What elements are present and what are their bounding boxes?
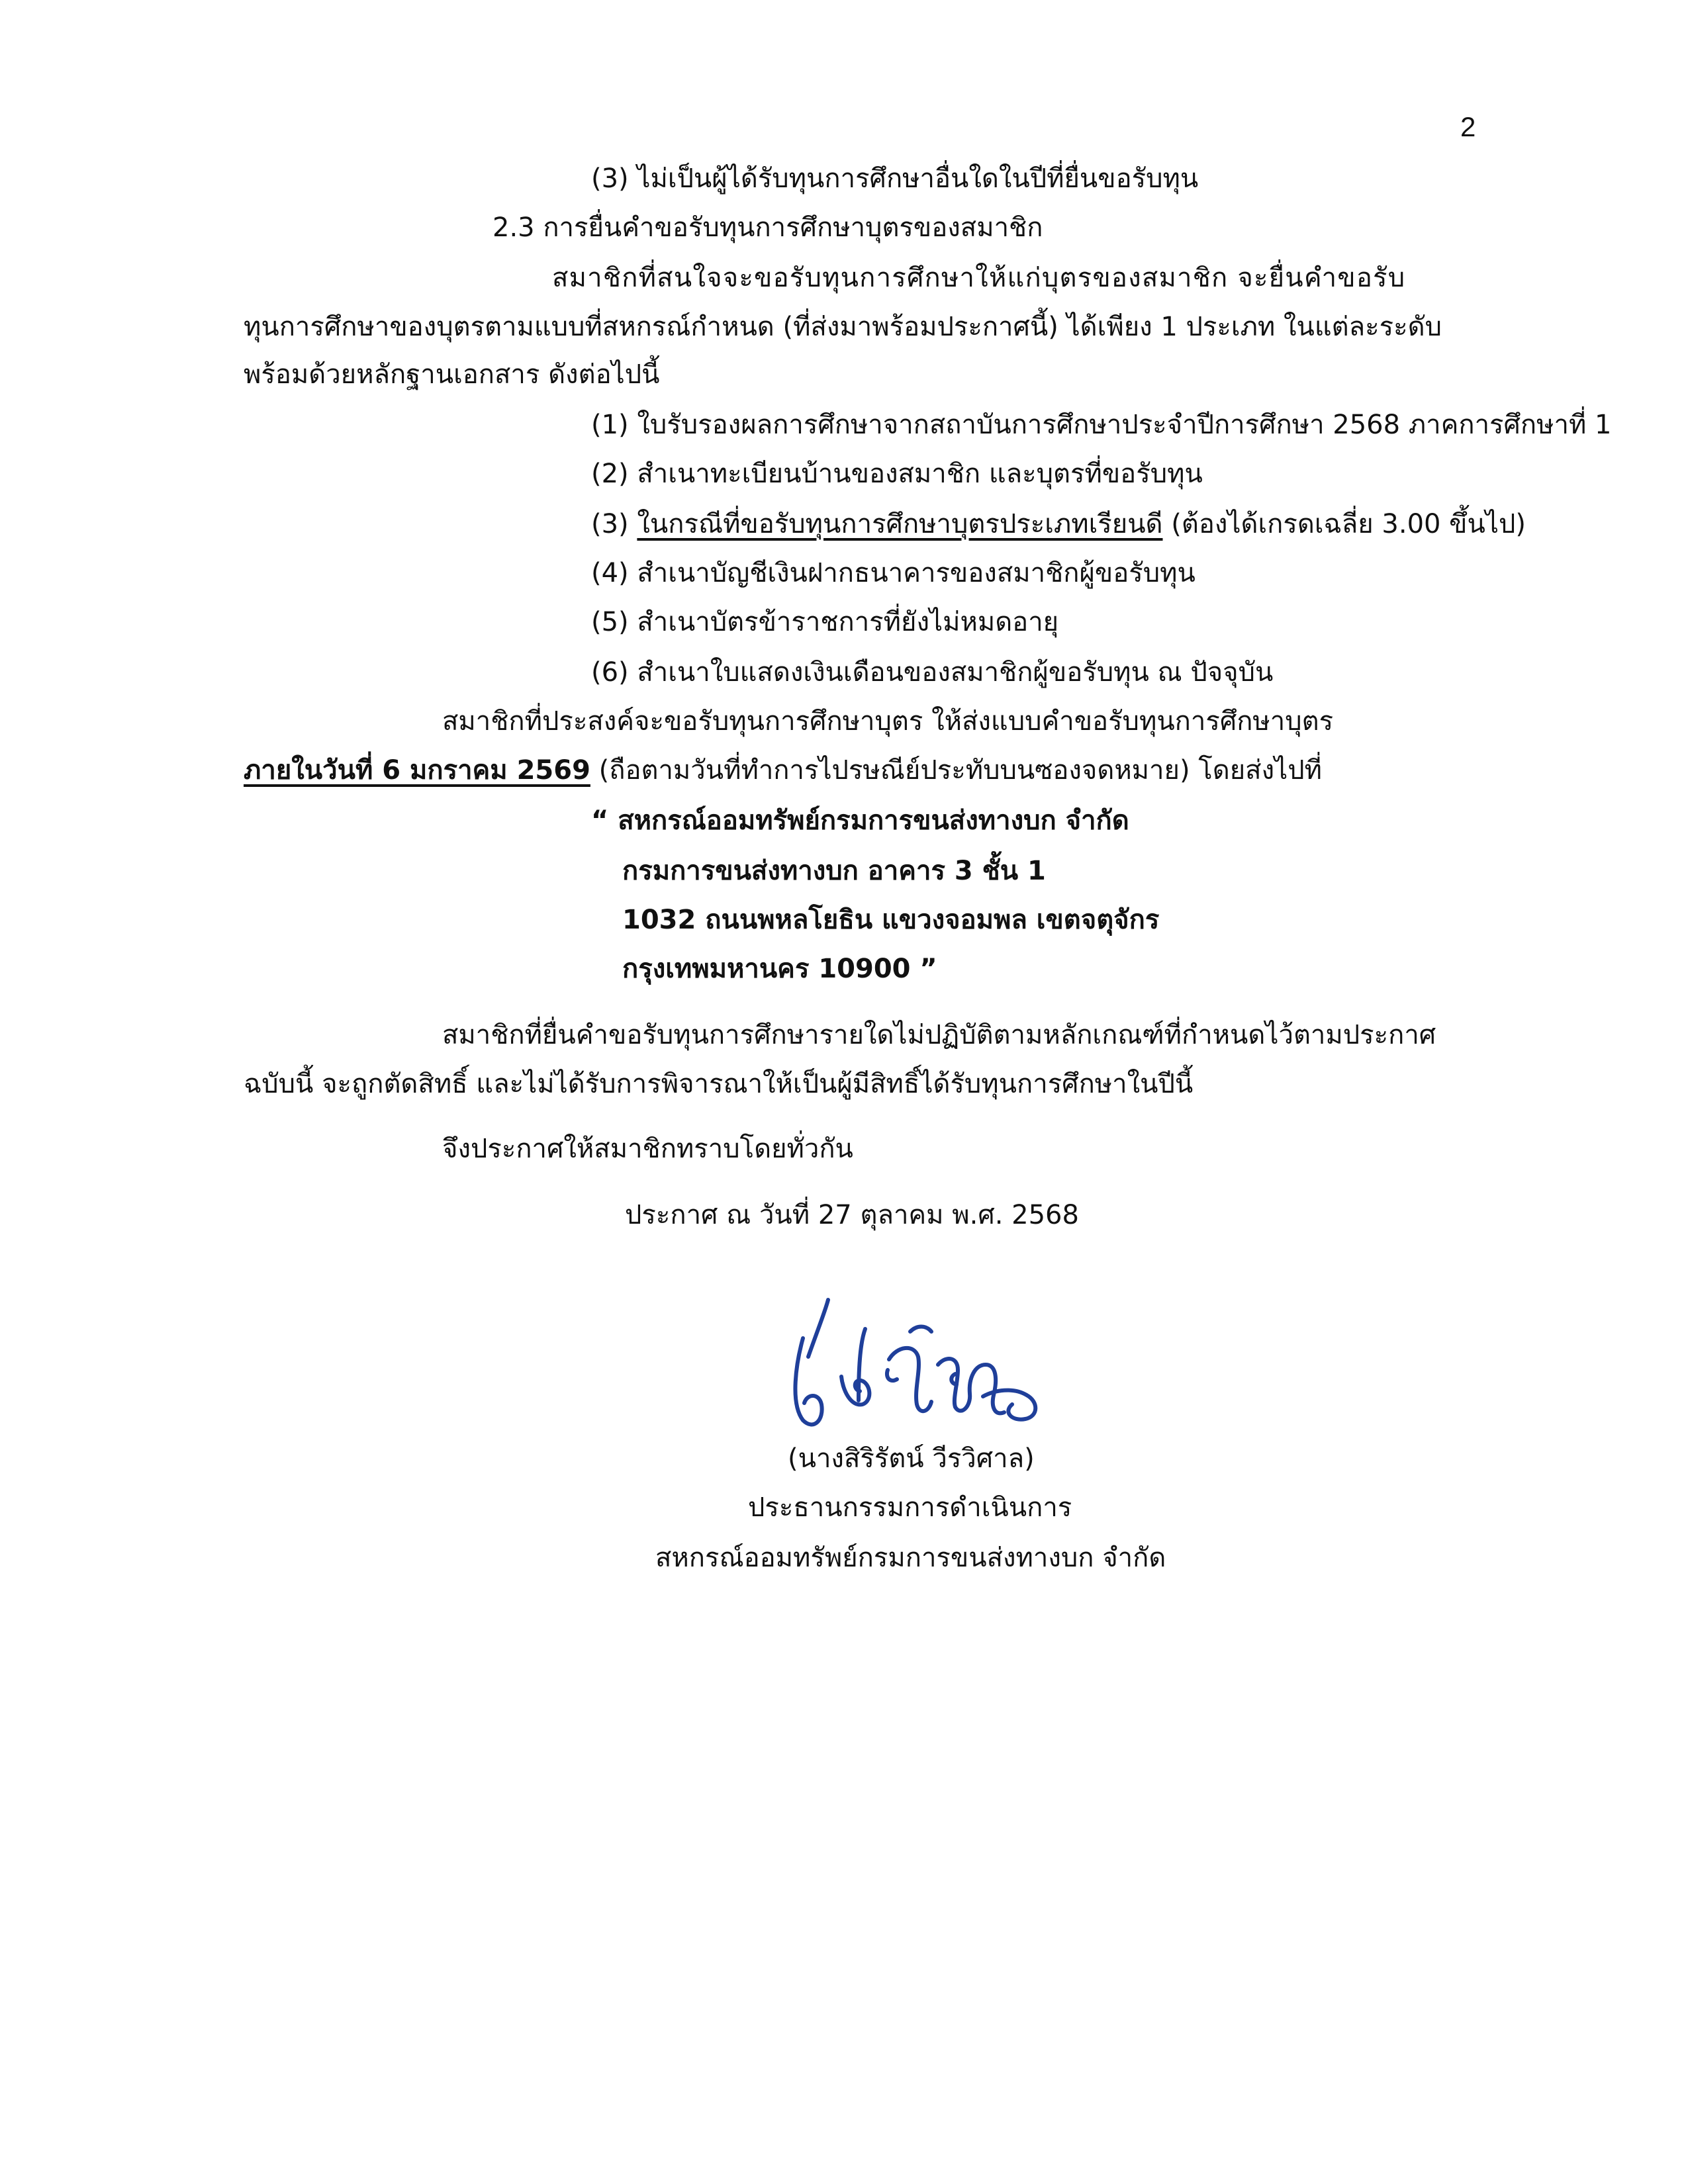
submission-deadline: ภายในวันที่ 6 มกราคม 2569	[244, 755, 590, 786]
section-2-3-paragraph-line-1: สมาชิกที่สนใจจะขอรับทุนการศึกษาให้แก่บุตรของสมาชิก จะยื่นคำขอรับ	[552, 263, 1406, 293]
document-item-2: (2) สำเนาทะเบียนบ้านของสมาชิก และบุตรที่ขอรับทุน	[591, 459, 1203, 489]
address-line-1: “ สหกรณ์ออมทรัพย์กรมการขนส่งทางบก จำกัด	[591, 805, 1129, 836]
section-2-3-paragraph-line-3: พร้อมด้วยหลักฐานเอกสาร ดังต่อไปนี้	[244, 359, 660, 390]
submission-line-2	[244, 752, 1322, 789]
page-number: 2	[1460, 111, 1476, 142]
document-item-3	[591, 506, 1526, 543]
address-line-4: กรุงเทพมหานคร 10900 ”	[622, 954, 937, 984]
document-item-5: (5) สำเนาบัตรข้าราชการที่ยังไม่หมดอายุ	[591, 607, 1059, 637]
document-item-3-underlined: ในกรณีที่ขอรับทุนการศึกษาบุตรประเภทเรียนดี	[637, 509, 1163, 539]
penalty-line-1: สมาชิกที่ยื่นคำขอรับทุนการศึกษารายใดไม่ปฏิบัติตามหลักเกณฑ์ที่กำหนดไว้ตามประกาศ	[442, 1020, 1436, 1050]
document-item-3-note: (ต้องได้เกรดเฉลี่ย 3.00 ขึ้นไป)	[1171, 509, 1526, 539]
section-2-3-heading: 2.3 การยื่นคำขอรับทุนการศึกษาบุตรของสมาชิก	[492, 212, 1043, 243]
penalty-line-2: ฉบับนี้ จะถูกตัดสิทธิ์ และไม่ได้รับการพิจารณาให้เป็นผู้มีสิทธิ์ได้รับทุนการศึกษาในปีนี้	[244, 1069, 1194, 1099]
announcement-date: ประกาศ ณ วันที่ 27 ตุลาคม พ.ศ. 2568	[625, 1200, 1079, 1230]
signatory-organization: สหกรณ์ออมทรัพย์กรมการขนส่งทางบก จำกัด	[655, 1543, 1166, 1573]
submission-line-2-rest: (ถือตามวันที่ทำการไปรษณีย์ประทับบนซองจดหมาย) โดยส่งไปที่	[590, 755, 1322, 786]
closing-statement: จึงประกาศให้สมาชิกทราบโดยทั่วกัน	[442, 1134, 853, 1164]
document-item-4: (4) สำเนาบัญชีเงินฝากธนาคารของสมาชิกผู้ขอรับทุน	[591, 558, 1196, 588]
document-item-3-number: (3)	[591, 509, 637, 539]
signatory-title: ประธานกรรมการดำเนินการ	[748, 1492, 1072, 1523]
address-line-2: กรมการขนส่งทางบก อาคาร 3 ชั้น 1	[622, 856, 1046, 886]
section-2-3-paragraph-line-2: ทุนการศึกษาของบุตรตามแบบที่สหกรณ์กำหนด (ที่ส่งมาพร้อมประกาศนี้) ได้เพียง 1 ประเภท ในแต่ละระดับ	[244, 312, 1442, 342]
address-line-3: 1032 ถนนพหลโยธิน แขวงจอมพล เขตจตุจักร	[622, 905, 1160, 935]
submission-line-1: สมาชิกที่ประสงค์จะขอรับทุนการศึกษาบุตร ให้ส่งแบบคำขอรับทุนการศึกษาบุตร	[442, 706, 1334, 737]
handwritten-signature	[784, 1291, 1049, 1443]
criteria-item-3: (3) ไม่เป็นผู้ได้รับทุนการศึกษาอื่นใดในปีที่ยื่นขอรับทุน	[591, 163, 1199, 194]
signatory-name: (นางสิริรัตน์ วีรวิศาล)	[788, 1443, 1035, 1474]
document-item-6: (6) สำเนาใบแสดงเงินเดือนของสมาชิกผู้ขอรับทุน ณ ปัจจุบัน	[591, 657, 1274, 688]
document-item-1: (1) ใบรับรองผลการศึกษาจากสถาบันการศึกษาประจำปีการศึกษา 2568 ภาคการศึกษาที่ 1	[591, 410, 1612, 440]
